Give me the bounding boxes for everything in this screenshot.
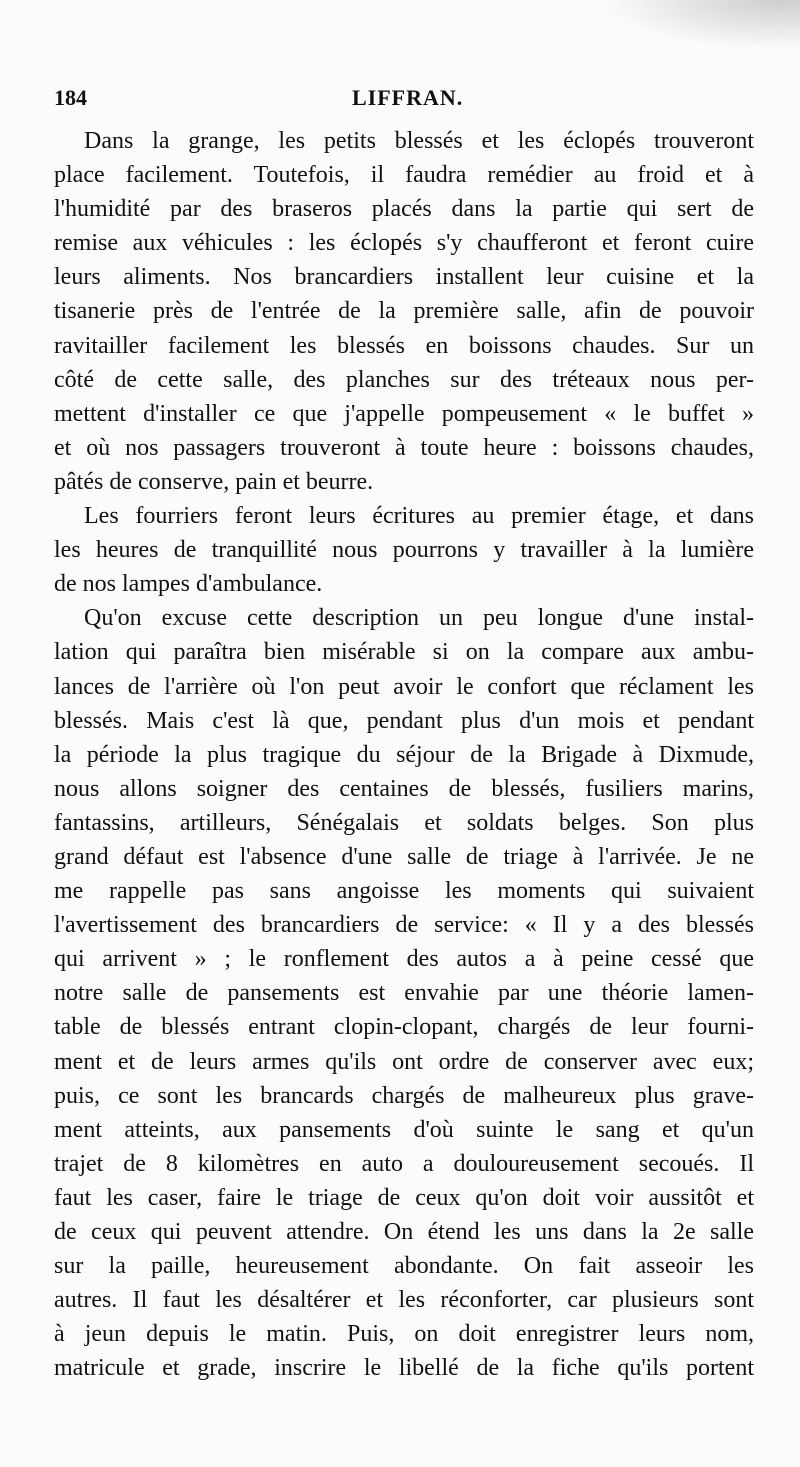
body-text	[54, 124, 754, 1385]
text-line: leurs aliments. Nos brancardiers installent leur cuisine et la	[54, 264, 754, 291]
text-line: grand défaut est l'absence d'une salle de triage à l'arrivée. Je ne	[54, 843, 754, 870]
text-line: les heures de tranquillité nous pourrons y travailler à la lumière	[54, 537, 754, 564]
text-line: l'humidité par des braseros placés dans la partie qui sert de	[54, 196, 754, 223]
text-line: Dans la grange, les petits blessés et les éclopés trouveront	[84, 128, 754, 154]
text-line: de ceux qui peuvent attendre. On étend les uns dans la 2e salle	[54, 1219, 754, 1245]
text-line: autres. Il faut les désaltérer et les réconforter, car plusieurs sont	[54, 1287, 754, 1314]
text-line: fantassins, artilleurs, Sénégalais et soldats belges. Son plus	[54, 809, 754, 836]
page-header	[54, 85, 754, 115]
text-line: table de blessés entrant clopin-clopant, chargés de leur fourni-	[54, 1014, 754, 1041]
text-line: Les fourriers feront leurs écritures au premier étage, et dans	[84, 503, 754, 530]
text-line: lances de l'arrière où l'on peut avoir le confort que réclament les	[54, 673, 754, 700]
text-line: me rappelle pas sans angoisse les moments qui suivaient	[54, 878, 754, 905]
text-line: notre salle de pansements est envahie par une théorie lamen-	[54, 980, 754, 1007]
text-line: ment atteints, aux pansements d'où suinte le sang et qu'un	[54, 1116, 754, 1143]
text-line: de nos lampes d'ambulance.	[54, 571, 323, 598]
text-line: et où nos passagers trouveront à toute heure : boissons chaudes,	[54, 434, 754, 461]
text-line: mettent d'installer ce que j'appelle pompeusement « le buffet »	[54, 400, 754, 427]
text-line: ravitailler facilement les blessés en boissons chaudes. Sur un	[54, 332, 754, 359]
text-line: pâtés de conserve, pain et beurre.	[54, 468, 374, 495]
text-line: côté de cette salle, des planches sur des tréteaux nous per-	[54, 366, 754, 393]
page-number: 184	[54, 85, 87, 110]
text-line: qui arrivent » ; le ronflement des autos a à peine cessé que	[54, 946, 754, 973]
text-line: tisanerie près de l'entrée de la première salle, afin de pouvoir	[54, 298, 754, 325]
text-line: lation qui paraîtra bien misérable si on la compare aux ambu-	[54, 639, 754, 666]
running-title: LIFFRAN.	[352, 85, 464, 110]
text-line: trajet de 8 kilomètres en auto a douloureusement secoués. Il	[54, 1150, 754, 1177]
text-line: remise aux véhicules : les éclopés s'y chaufferont et feront cuire	[54, 230, 754, 257]
text-line: blessés. Mais c'est là que, pendant plus d'un mois et pendant	[54, 707, 754, 734]
text-line: ment et de leurs armes qu'ils ont ordre de conserver avec eux;	[54, 1048, 754, 1075]
text-line: à jeun depuis le matin. Puis, on doit enregistrer leurs nom,	[54, 1321, 754, 1348]
text-line: la période la plus tragique du séjour de la Brigade à Dixmude,	[54, 741, 754, 768]
text-line: sur la paille, heureusement abondante. On fait asseoir les	[54, 1253, 754, 1280]
text-line: place facilement. Toutefois, il faudra remédier au froid et à	[54, 162, 754, 189]
page-stain	[600, 0, 800, 50]
text-line: faut les caser, faire le triage de ceux qu'on doit voir aussitôt et	[54, 1184, 754, 1211]
text-line: l'avertissement des brancardiers de service: « Il y a des blessés	[54, 912, 754, 939]
text-line: puis, ce sont les brancards chargés de malheureux plus grave-	[54, 1082, 754, 1109]
text-line: matricule et grade, inscrire le libellé de la fiche qu'ils portent	[54, 1355, 754, 1382]
text-line: nous allons soigner des centaines de blessés, fusiliers marins,	[54, 775, 754, 802]
text-line: Qu'on excuse cette description un peu longue d'une instal-	[84, 605, 754, 632]
